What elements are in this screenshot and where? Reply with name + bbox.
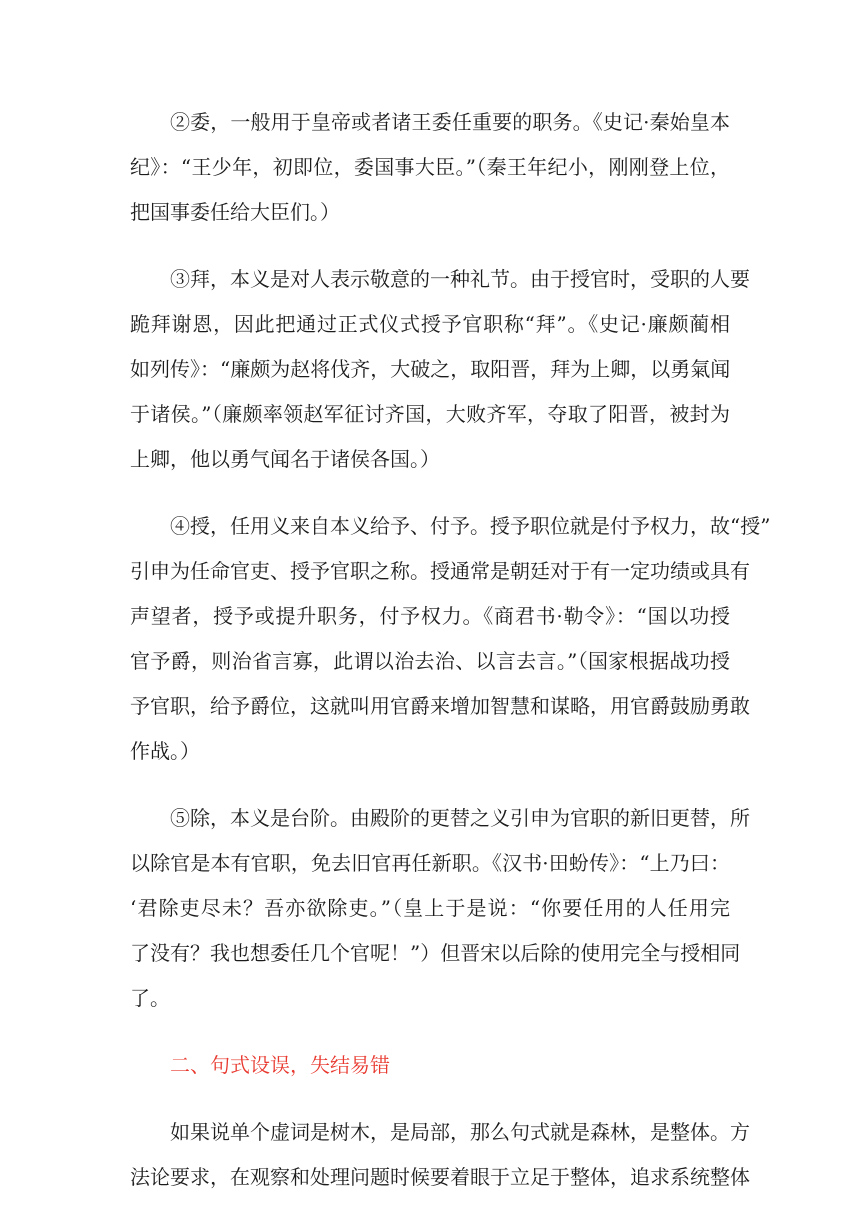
text-line: ④授，任用义来自本义给予、付予。授予职位就是付予权力，故“授”	[170, 514, 771, 538]
text-line: 于诸侯。”（廉颇率领赵军征讨齐国，大败齐军，夺取了阳晋，被封为	[130, 402, 730, 426]
text-line: ‘君除吏尽未？吾亦欲除吏。”（皇上于是说：“你要任用的人任用完	[130, 896, 730, 920]
text-line: 以除官是本有官职，免去旧官再任新职。《汉书·田蚡传》：“上乃曰：	[130, 851, 730, 875]
text-line: 纪》：“王少年，初即位，委国事大臣。”（秦王年纪小，刚刚登上位，	[130, 155, 730, 179]
text-line: ⑤除，本义是台阶。由殿阶的更替之义引申为官职的新旧更替，所	[170, 806, 750, 830]
text-line: 予官职，给予爵位，这就叫用官爵来增加智慧和谋略，用官爵鼓励勇敢	[130, 694, 750, 718]
text-line: 如列传》：“廉颇为赵将伐齐，大破之，取阳晋，拜为上卿，以勇氣闻	[130, 357, 731, 381]
text-line: ③拜，本义是对人表示敬意的一种礼节。由于授官时，受职的人要	[170, 267, 750, 291]
text-line: 了。	[130, 986, 170, 1010]
text-line: 如果说单个虚词是树木，是局部，那么句式就是森林，是整体。方	[170, 1120, 750, 1144]
text-line: 官予爵，则治省言寡，此谓以治去治、以言去言。”（国家根据战功授	[130, 649, 730, 673]
text-line: 法论要求，在观察和处理问题时候要着眼于立足于整体，追求系统整体	[130, 1165, 750, 1189]
text-line: 作战。）	[130, 739, 200, 763]
text-line: 上卿，他以勇气闻名于诸侯各国。）	[130, 447, 440, 471]
paragraph-shou	[130, 504, 771, 774]
document-page	[130, 100, 771, 1222]
text-line: 引申为任命官吏、授予官职之称。授通常是朝廷对于有一定功绩或具有	[130, 559, 750, 583]
text-line: 声望者，授予或提升职务，付予权力。《商君书·勒令》：“国以功授	[130, 604, 730, 628]
paragraph-bai	[130, 257, 750, 482]
section-heading: 二、句式设误，失结易错	[170, 1053, 390, 1077]
paragraph-wei	[130, 100, 730, 235]
paragraph-chu	[130, 796, 750, 1021]
text-line: 把国事委任给大臣们。）	[130, 200, 340, 224]
text-line: 了没有？我也想委任几个官呢！”）但晋宋以后除的使用完全与授相同	[130, 941, 741, 965]
text-line: 跪拜谢恩，因此把通过正式仪式授予官职称“拜”。《史记·廉颇蔺相	[130, 312, 730, 336]
paragraph-closing	[130, 1110, 750, 1200]
text-line: ②委，一般用于皇帝或者诸王委任重要的职务。《史记·秦始皇本	[170, 110, 730, 134]
